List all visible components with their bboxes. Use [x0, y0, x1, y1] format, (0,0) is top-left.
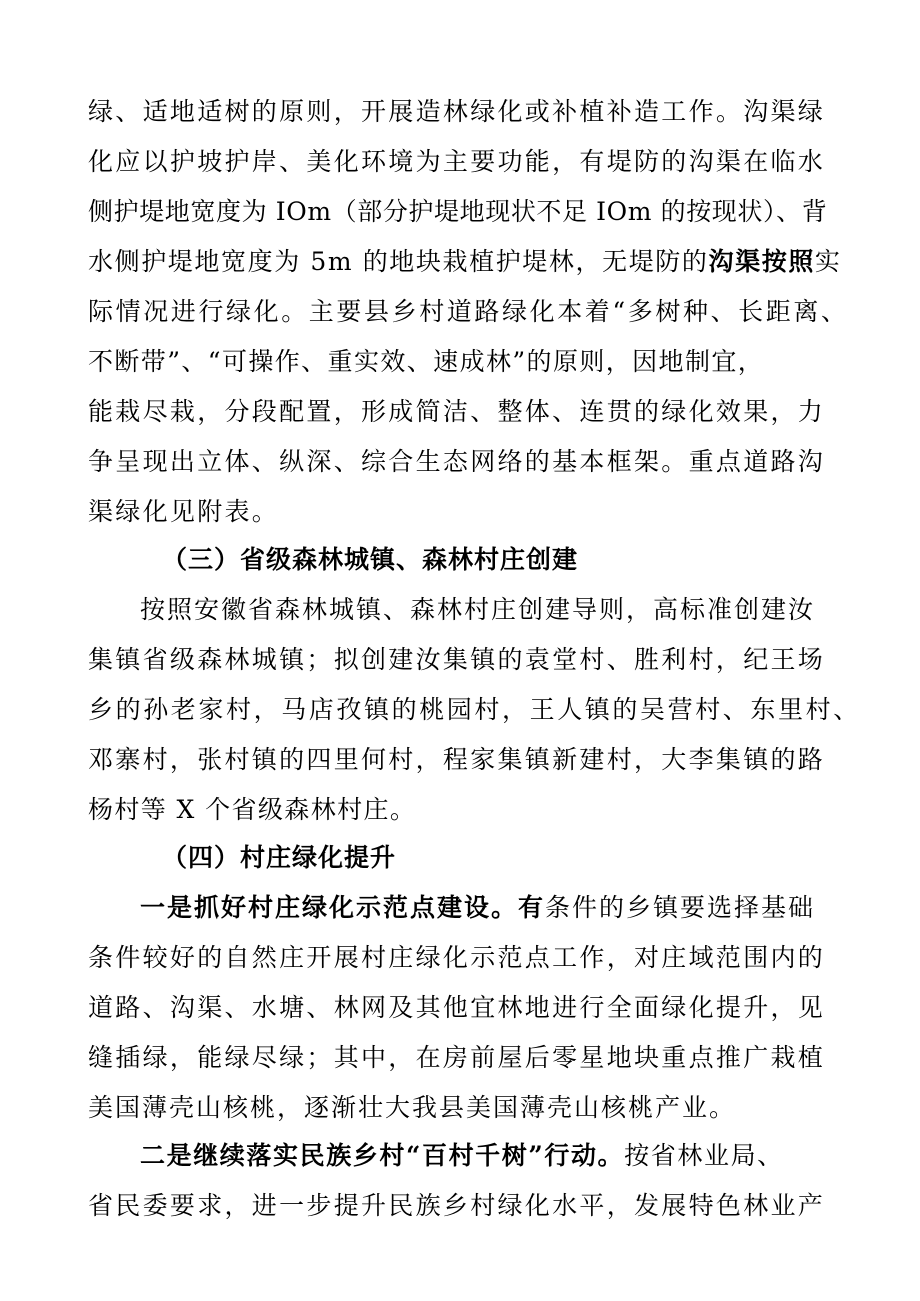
para3-line5: 美国薄壳山核桃，逐渐壮大我县美国薄壳山核桃产业。 — [88, 1093, 737, 1122]
section-heading-4: （四）村庄绿化提升 — [162, 843, 397, 872]
para2-line3: 乡的孙老家村，马店孜镇的桃园村，王人镇的吴营村、东里村、 — [88, 695, 861, 724]
para3-line2: 条件较好的自然庄开展村庄绿化示范点工作，对庄域范围内的 — [88, 943, 826, 972]
para3-line1-text: 条件的乡镇要选择基础 — [545, 893, 816, 922]
para3-line4: 缝插绿，能绿尽绿；其中，在房前屋后零星地块重点推广栽植 — [88, 1043, 826, 1072]
para1-line4-end: 实 — [814, 247, 842, 276]
para1-line9: 渠绿化见附表。 — [88, 497, 280, 526]
para1-line8: 争呈现出立体、纵深、综合生态网络的基本框架。重点道路沟 — [88, 447, 826, 476]
para1-line4 — [88, 242, 842, 282]
para1-line5: 际情况进行绿化。主要县乡村道路绿化本着“多树种、长距离、 — [88, 297, 849, 326]
para3-line1-bold: 一是抓好村庄绿化示范点建设。有 — [140, 893, 546, 922]
para4-line1 — [140, 1136, 784, 1176]
para1-line3: 侧护堤地宽度为 IOm（部分护堤地现状不足 IOm 的按现状）、背 — [88, 197, 828, 226]
para3-line3: 道路、沟渠、水塘、林网及其他宜林地进行全面绿化提升，见 — [88, 993, 826, 1022]
para2-line1: 按照安徽省森林城镇、森林村庄创建导则，高标准创建汝 — [140, 595, 816, 624]
para3-line1 — [140, 888, 815, 928]
para1-line6: 不断带”、“可操作、重实效、速成林”的原则，因地制宜， — [88, 347, 765, 376]
para1-line7: 能栽尽栽，分段配置，形成简洁、整体、连贯的绿化效果，力 — [88, 397, 826, 426]
para1-line4-bold: 沟渠按照 — [708, 247, 815, 276]
para4-line1-text: 按省林业局、 — [624, 1141, 784, 1170]
para2-line5: 杨村等 X 个省级森林村庄。 — [88, 795, 417, 824]
para1-line1: 绿、适地适树的原则，开展造林绿化或补植补造工作。沟渠绿 — [88, 97, 826, 126]
para1-line4-text: 水侧护堤地宽度为 5m 的地块栽植护堤林，无堤防的 — [88, 247, 709, 276]
section-heading-3: （三）省级森林城镇、森林村庄创建 — [162, 545, 579, 574]
para2-line2: 集镇省级森林城镇；拟创建汝集镇的袁堂村、胜利村，纪王场 — [88, 645, 826, 674]
para4-line1-bold: 二是继续落实民族乡村“百村千树”行动。 — [140, 1141, 625, 1170]
para2-line4: 邓寨村，张村镇的四里何村，程家集镇新建村，大李集镇的路 — [88, 745, 826, 774]
para1-line2: 化应以护坡护岸、美化环境为主要功能，有堤防的沟渠在临水 — [88, 147, 826, 176]
para4-line2: 省民委要求，进一步提升民族乡村绿化水平，发展特色林业产 — [88, 1191, 826, 1220]
